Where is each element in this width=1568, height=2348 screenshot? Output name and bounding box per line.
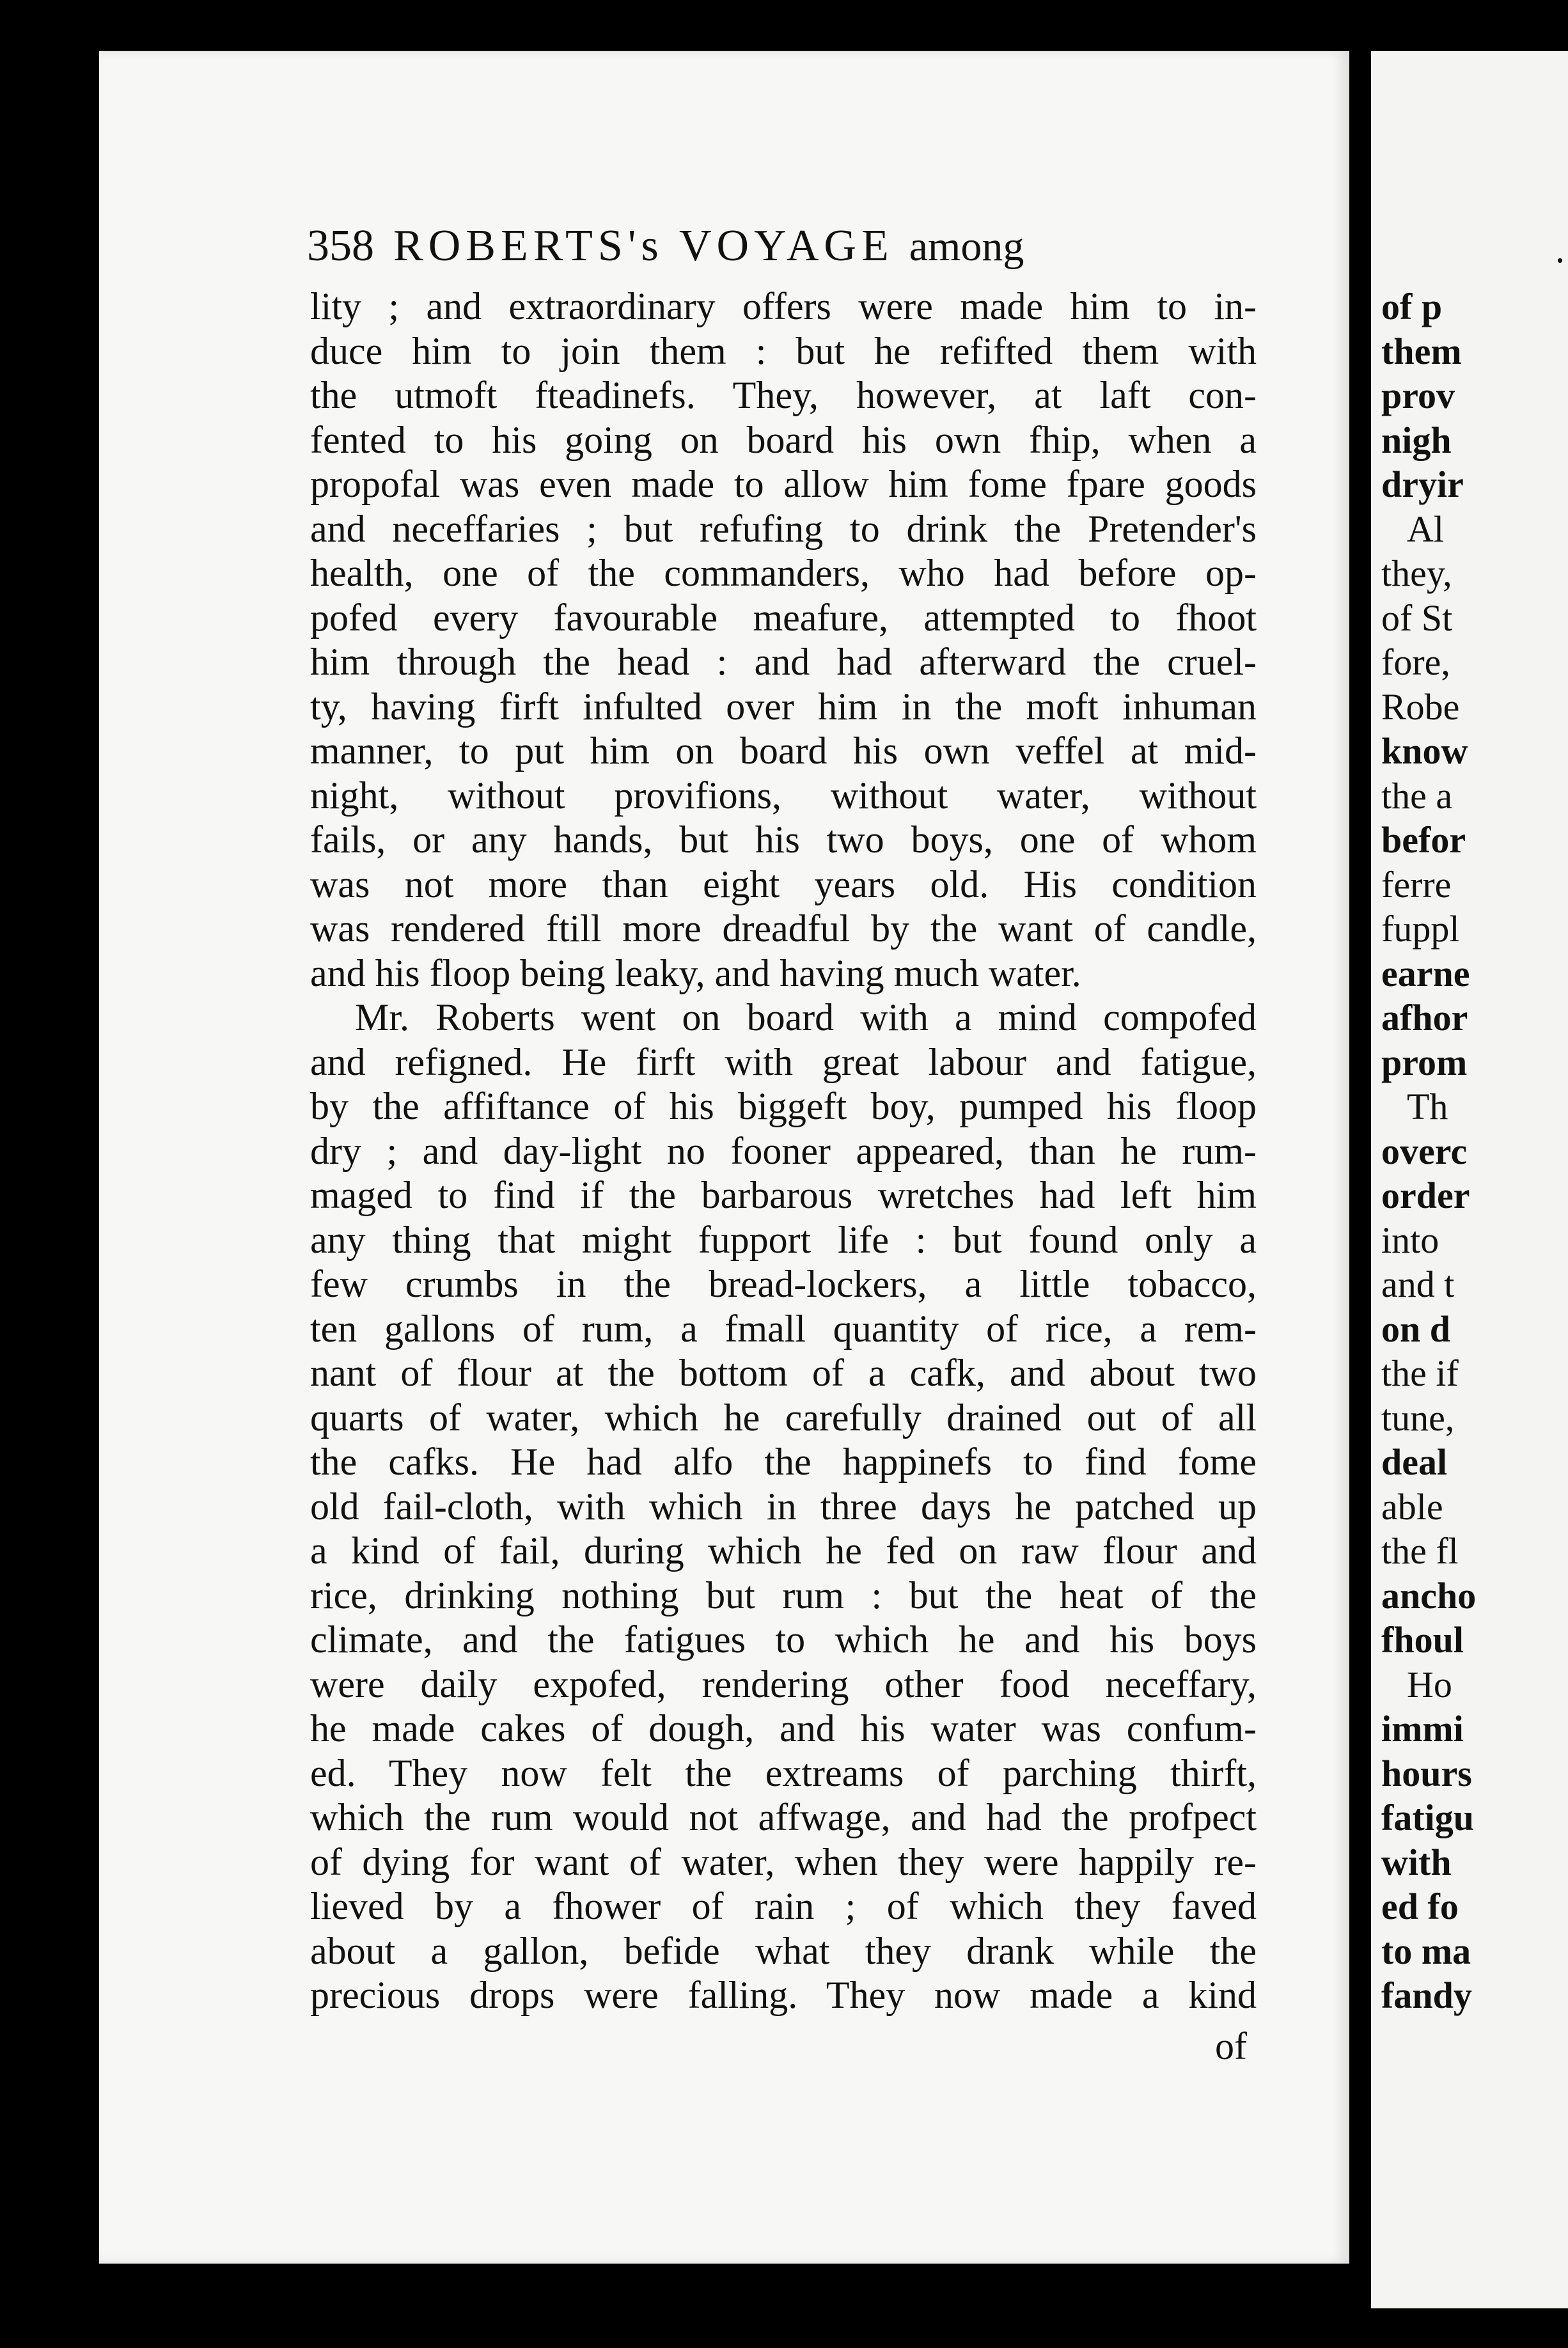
right-text-line: ancho (1381, 1574, 1477, 1616)
text-line: few crumbs in the bread-lockers, a little tobacco, (310, 1263, 1257, 1305)
right-page-text (1381, 285, 1568, 2018)
right-text-line: the a (1381, 774, 1453, 817)
right-text-line: Th (1407, 1086, 1448, 1127)
text-line: pofed every favourable meafure, attempted to fhoot (310, 596, 1257, 639)
right-text-line: them (1381, 330, 1462, 372)
right-text-line: they, (1381, 552, 1452, 594)
right-text-line: know (1381, 730, 1468, 772)
right-text-line: fore, (1381, 641, 1450, 683)
text-line: and neceffaries ; but refufing to drink the Pretender's (310, 507, 1257, 550)
body-text (310, 285, 1257, 2018)
right-text-line: ferre (1381, 863, 1452, 905)
page-number: 358 (307, 221, 374, 270)
text-line: and refigned. He firft with great labour and fatigue, (310, 1040, 1257, 1083)
right-text-line: of St (1381, 597, 1453, 639)
text-line: climate, and the fatigues to which he and his boys (310, 1618, 1257, 1661)
right-text-line: with (1381, 1841, 1452, 1883)
right-text-line: on d (1381, 1308, 1451, 1350)
page-dot: . (1555, 228, 1565, 270)
text-line: he made cakes of dough, and his water was confum- (310, 1707, 1257, 1749)
right-text-line: fuppl (1381, 908, 1460, 950)
text-line: the cafks. He had alfo the happinefs to find fome (310, 1441, 1257, 1483)
running-head-title: ROBERTS's VOYAGE (393, 221, 894, 270)
catchword: of (1215, 2025, 1247, 2067)
running-head-tail: among (909, 223, 1024, 270)
right-text-line: overc (1381, 1130, 1468, 1172)
right-text-line: of p (1381, 286, 1443, 327)
text-line: lieved by a fhower of rain ; of which they faved (310, 1885, 1257, 1927)
text-line: by the affiftance of his biggeft boy, pumped his floop (310, 1085, 1257, 1127)
text-line: precious drops were falling. They now made a kind (310, 1974, 1257, 2016)
text-line: propofal was even made to allow him fome fpare goods (310, 463, 1257, 505)
text-line: quarts of water, which he carefully drained out of all (310, 1396, 1257, 1439)
text-line: maged to find if the barbarous wretches had left him (310, 1174, 1257, 1216)
paragraph-start-line: Mr. Roberts went on board with a mind compofed (355, 996, 1257, 1038)
text-line: dry ; and day-light no fooner appeared, than he rum- (310, 1129, 1257, 1172)
right-text-line: nigh (1381, 419, 1452, 461)
text-line: ten gallons of rum, a fmall quantity of rice, a rem- (310, 1307, 1257, 1350)
text-line: manner, to put him on board his own veffel at mid- (310, 730, 1257, 772)
right-text-line: and t (1381, 1264, 1455, 1305)
right-text-line: able (1381, 1485, 1443, 1528)
text-line: any thing that might fupport life : but found only a (310, 1218, 1257, 1261)
text-line: nant of flour at the bottom of a cafk, and about two (310, 1352, 1257, 1394)
right-text-line: to ma (1381, 1930, 1471, 1972)
right-text-line: into (1381, 1219, 1439, 1261)
text-line: night, without provifions, without water, without (310, 774, 1257, 817)
text-line: health, one of the commanders, who had before op- (310, 552, 1257, 594)
right-text-line: prov (1381, 375, 1455, 416)
right-text-line: the fl (1381, 1530, 1459, 1572)
right-text-line: fandy (1381, 1975, 1472, 2016)
right-text-line: ed fo (1381, 1886, 1459, 1927)
right-text-line: Robe (1381, 685, 1460, 728)
right-text-line: immi (1381, 1708, 1464, 1749)
text-line: was not more than eight years old. His condition (310, 863, 1257, 905)
text-line: rice, drinking nothing but rum : but the heat of the (310, 1574, 1257, 1616)
right-text-line: befor (1381, 819, 1466, 861)
text-line: lity ; and extraordinary offers were made him to in- (310, 285, 1257, 327)
text-line: which the rum would not affwage, and had the profpect (310, 1796, 1257, 1838)
text-line: duce him to join them : but he refifted them with (310, 329, 1257, 372)
text-line: about a gallon, befide what they drank while the (310, 1929, 1257, 1972)
right-text-line: deal (1381, 1441, 1448, 1483)
right-text-line: Ho (1407, 1663, 1452, 1705)
right-text-line: fatigu (1381, 1797, 1474, 1838)
running-head (307, 217, 1253, 275)
right-text-line: dryir (1381, 464, 1464, 505)
right-text-line: hours (1381, 1752, 1472, 1794)
paragraph-end-line: and his floop being leaky, and having much water. (310, 951, 1081, 994)
text-line: ed. They now felt the extreams of parching thirft, (310, 1751, 1257, 1794)
right-text-line: Al (1407, 508, 1444, 550)
text-line: old fail-cloth, with which in three days he patched up (310, 1485, 1257, 1528)
text-line: was rendered ftill more dreadful by the want of candle, (310, 907, 1257, 950)
text-line: him through the head : and had afterward the cruel- (310, 641, 1257, 683)
right-text-line: afhor (1381, 997, 1468, 1038)
right-text-line: earne (1381, 952, 1470, 994)
right-text-line: prom (1381, 1041, 1468, 1083)
text-line: of dying for want of water, when they were happily re- (310, 1840, 1257, 1883)
right-text-line: the if (1381, 1352, 1459, 1394)
text-line: fails, or any hands, but his two boys, one of whom (310, 818, 1257, 861)
text-line: the utmoft fteadinefs. They, however, at laft con- (310, 374, 1257, 416)
right-text-line: fhoul (1381, 1619, 1464, 1661)
right-text-line: order (1381, 1175, 1470, 1216)
text-line: a kind of fail, during which he fed on raw flour and (310, 1530, 1257, 1572)
text-line: fented to his going on board his own fhip, when a (310, 418, 1257, 461)
text-line: ty, having firft infulted over him in the moft inhuman (310, 685, 1257, 728)
page-gutter (1349, 51, 1371, 2264)
text-line: were daily expofed, rendering other food neceffary, (310, 1663, 1257, 1705)
right-text-line: tune, (1381, 1397, 1455, 1439)
